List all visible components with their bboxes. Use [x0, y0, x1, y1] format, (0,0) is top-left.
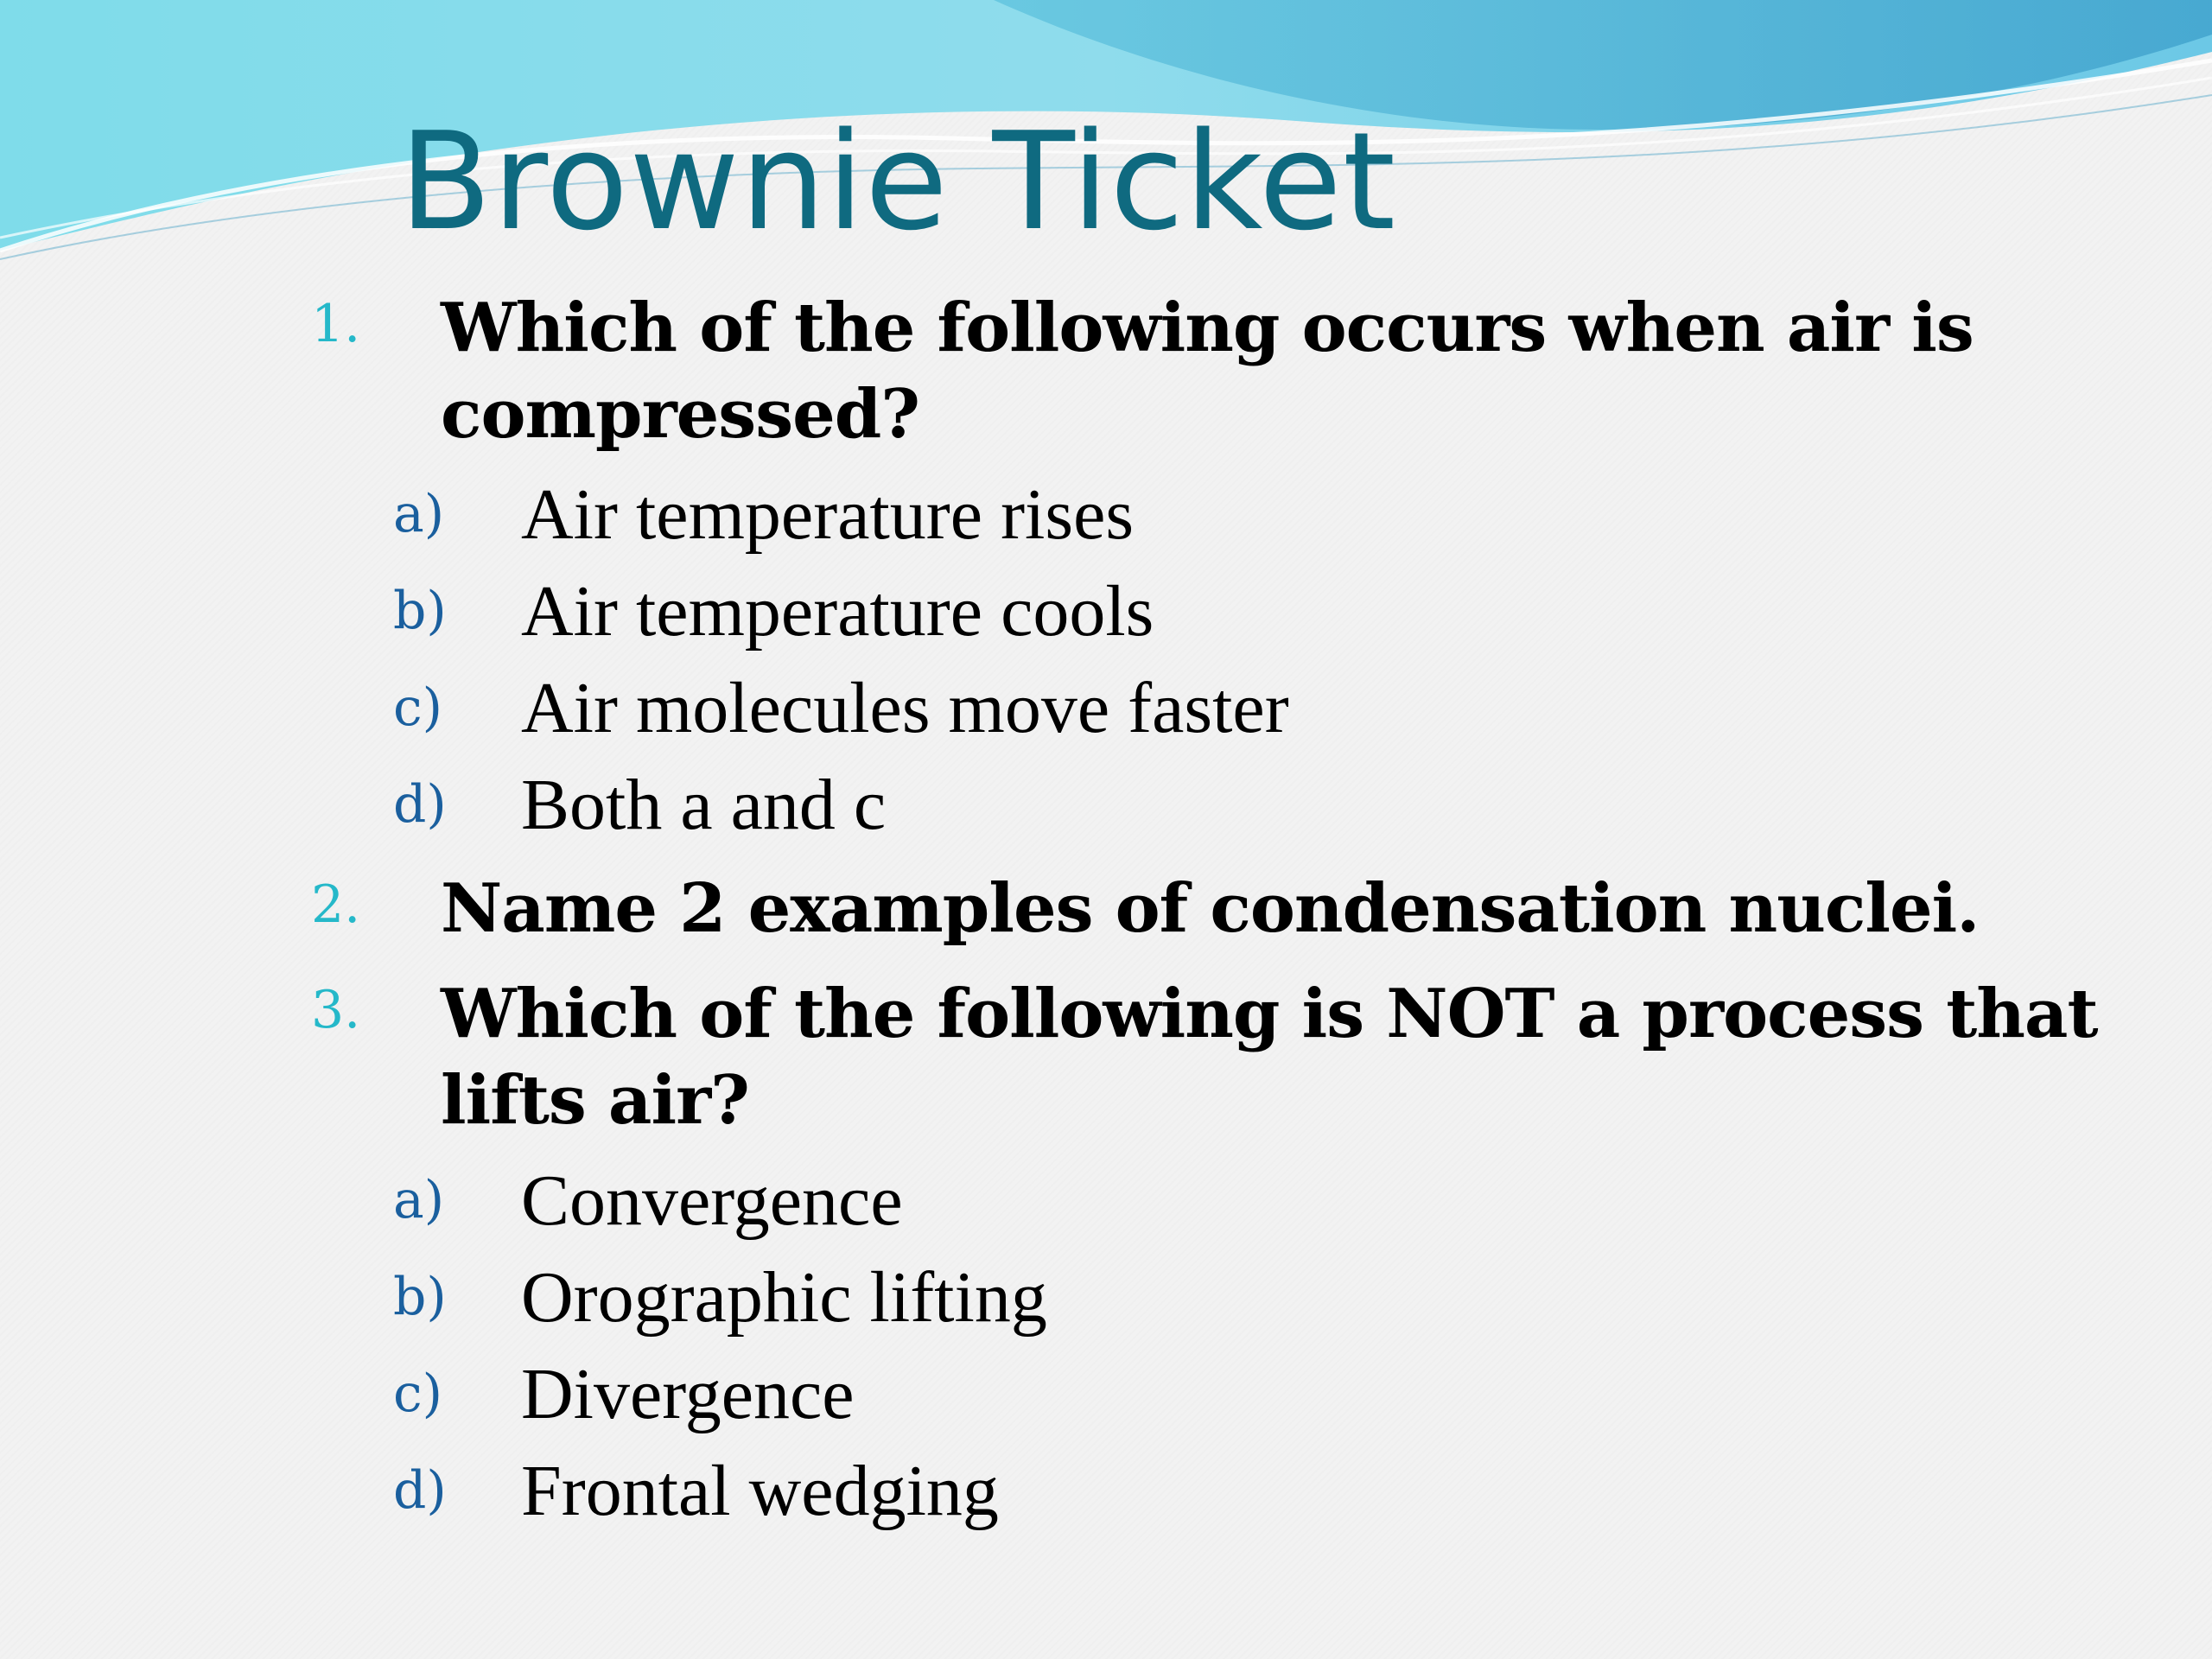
question-text: Name 2 examples of condensation nuclei. — [441, 869, 1980, 948]
option-1b — [393, 569, 2035, 665]
option-1a — [393, 472, 2035, 569]
option-text: Air molecules move faster — [521, 668, 1289, 748]
option-text: Air temperature rises — [521, 474, 1135, 555]
slide-title: Brownie Ticket — [399, 103, 1397, 260]
question-number: 3. — [311, 980, 361, 1040]
option-3b — [393, 1255, 2035, 1351]
option-1d — [393, 762, 2035, 859]
option-3d — [393, 1448, 2035, 1545]
option-letter: a) — [393, 1170, 445, 1230]
option-text: Divergence — [521, 1354, 855, 1434]
option-text: Convergence — [521, 1160, 903, 1241]
option-letter: c) — [393, 1363, 443, 1424]
option-letter: c) — [393, 677, 443, 738]
question-text: Which of the following is NOT a process that lifts air? — [441, 975, 2098, 1140]
question-text: Which of the following occurs when air is compressed? — [441, 289, 1974, 454]
option-3c — [393, 1351, 2035, 1448]
option-letter: d) — [393, 774, 447, 835]
option-letter: d) — [393, 1460, 447, 1521]
option-letter: b) — [393, 581, 447, 641]
question-number: 1. — [311, 294, 361, 354]
option-text: Frontal wedging — [521, 1451, 999, 1531]
option-letter: b) — [393, 1267, 447, 1327]
option-text: Air temperature cools — [521, 571, 1154, 652]
option-1c — [393, 665, 2035, 762]
question-number: 2. — [311, 874, 361, 935]
option-letter: a) — [393, 484, 445, 544]
option-3a — [393, 1158, 2035, 1255]
option-text: Orographic lifting — [521, 1257, 1047, 1338]
option-text: Both a and c — [521, 765, 887, 845]
